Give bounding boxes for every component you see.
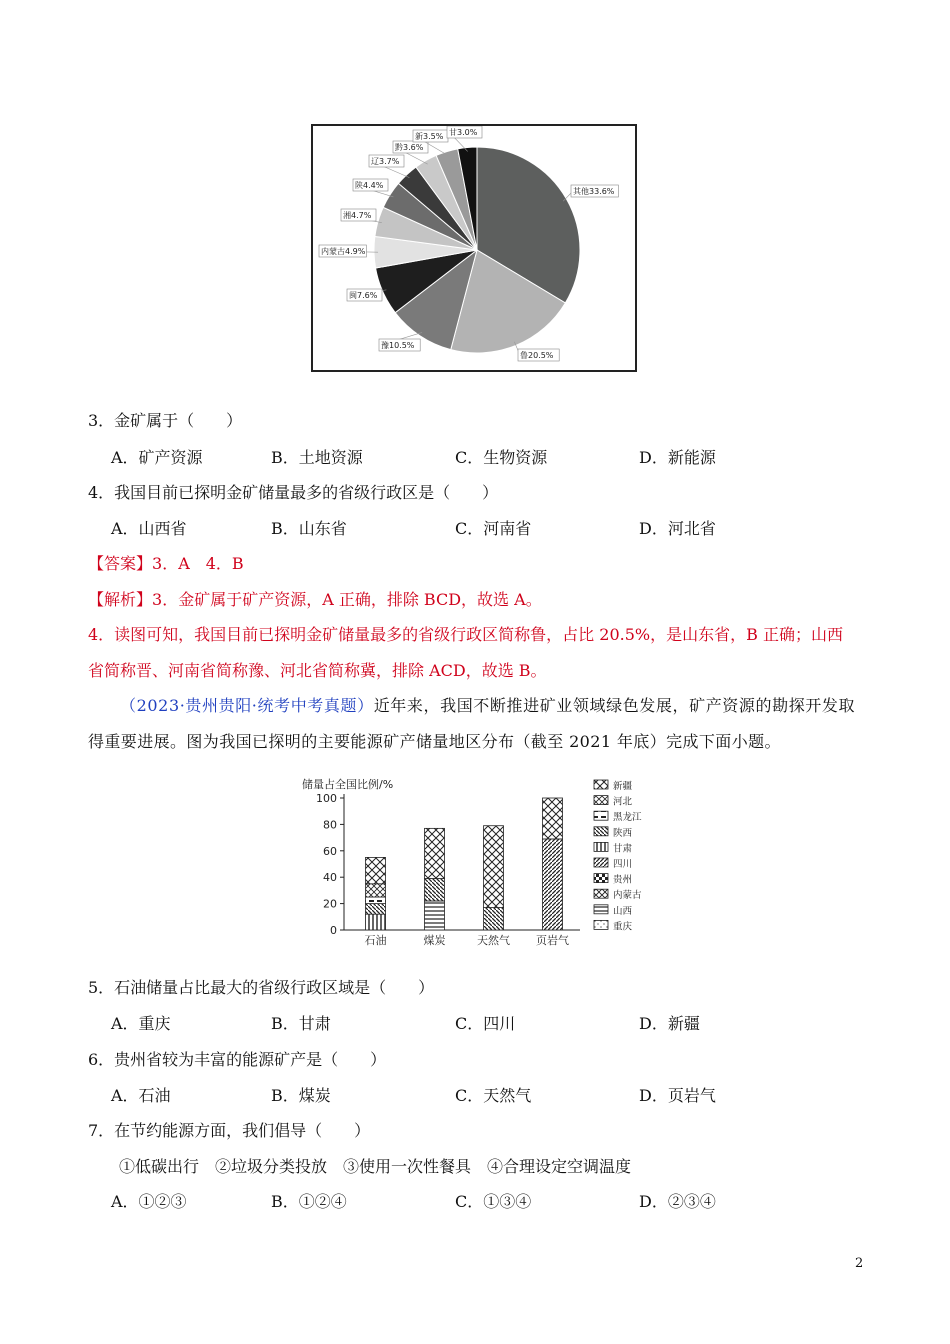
q6-option-a: A．石油 (111, 1086, 171, 1105)
q7-option-c: C．①③④ (455, 1192, 532, 1211)
passage-line-1 (120, 695, 855, 717)
question-5-stem: 5．石油储量占比最大的省级行政区域是（ ） (88, 978, 435, 997)
answer-line (88, 553, 244, 575)
q6-option-c: C．天然气 (455, 1086, 532, 1105)
energy-reserves-bar-chart (296, 778, 666, 950)
q5-option-c: C．四川 (455, 1014, 516, 1033)
legend-swatch (594, 796, 608, 805)
bar-segment (366, 857, 386, 883)
pie-label: 甘3.0% (449, 128, 478, 137)
q4-option-c: C．河南省 (455, 519, 532, 538)
legend-label: 河北 (613, 796, 633, 808)
answer-text: 3．A 4．B (152, 554, 244, 573)
q7-items: ①低碳出行 ②垃圾分类投放 ③使用一次性餐具 ④合理设定空调温度 (119, 1157, 632, 1176)
bar-segment (366, 904, 386, 915)
q4-option-d: D．河北省 (639, 519, 716, 538)
x-tick-label: 石油 (364, 934, 387, 947)
answer-tag: 【答案】 (88, 554, 153, 573)
q5-option-a: A．重庆 (111, 1014, 171, 1033)
x-tick-label: 页岩气 (536, 934, 569, 947)
y-tick-label: 80 (323, 818, 337, 832)
q7-option-b: B．①②④ (271, 1192, 347, 1211)
analysis-line-2: 4．读图可知，我国目前已探明金矿储量最多的省级行政区简称鲁，占比 20.5%，是山东省，B 正确；山西 (88, 625, 843, 644)
legend-swatch (594, 842, 608, 851)
legend-swatch (594, 905, 608, 914)
analysis-tag: 【解析】 (88, 590, 153, 609)
bar-segment (425, 828, 445, 878)
legend-swatch (594, 780, 608, 789)
bar-segment (543, 839, 563, 930)
question-6-stem: 6．贵州省较为丰富的能源矿产是（ ） (88, 1050, 387, 1069)
legend-label: 甘肃 (613, 843, 633, 855)
bar-segment (366, 897, 386, 904)
legend-label: 陕西 (613, 827, 633, 839)
q3-option-d: D．新能源 (639, 448, 716, 467)
bar-segment (484, 908, 504, 930)
passage-line-2: 得重要进展。图为我国已探明的主要能源矿产储量地区分布（截至 2021 年底）完成下面小题。 (88, 732, 781, 751)
legend-label: 四川 (613, 859, 633, 870)
q7-option-d: D．②③④ (639, 1192, 716, 1211)
q6-option-d: D．页岩气 (639, 1086, 716, 1105)
legend-swatch (594, 827, 608, 836)
pie-label: 湘4.7% (343, 211, 372, 220)
legend-label: 内蒙古 (613, 890, 642, 902)
y-tick-label: 100 (316, 792, 337, 805)
legend-swatch (594, 874, 608, 883)
q3-option-c: C．生物资源 (455, 448, 548, 467)
legend-label: 新疆 (613, 781, 633, 792)
pie-label: 黔3.6% (395, 143, 424, 152)
gold-reserves-pie-chart (311, 124, 637, 372)
legend-label: 黑龙江 (613, 812, 642, 824)
y-axis-title: 储量占全国比例/% (302, 778, 394, 791)
bar-segment (543, 798, 563, 839)
y-tick-label: 0 (330, 924, 337, 937)
q3-option-a: A．矿产资源 (111, 448, 203, 467)
q5-option-d: D．新疆 (639, 1014, 700, 1033)
q4-option-b: B．山东省 (271, 519, 347, 538)
question-4-stem: 4．我国目前已探明金矿储量最多的省级行政区是（ ） (88, 483, 499, 502)
bar-segment (425, 901, 445, 930)
q3-option-b: B．土地资源 (271, 448, 363, 467)
x-tick-label: 天然气 (477, 934, 510, 947)
q4-option-a: A．山西省 (111, 519, 187, 538)
pie-label: 鲁20.5% (520, 351, 554, 360)
y-tick-label: 60 (323, 844, 337, 858)
x-tick-label: 煤炭 (423, 934, 446, 947)
y-tick-label: 40 (323, 871, 337, 885)
page-number: 2 (855, 1256, 864, 1271)
bar-segment (366, 914, 386, 930)
pie-label: 豫10.5% (381, 341, 415, 350)
pie-label: 闽7.6% (349, 291, 378, 300)
q6-option-b: B．煤炭 (271, 1086, 331, 1105)
legend-label: 重庆 (613, 921, 633, 933)
q5-option-b: B．甘肃 (271, 1014, 331, 1033)
legend-swatch (594, 889, 608, 898)
bar-segment (484, 826, 504, 908)
pie-label: 新3.5% (415, 132, 444, 141)
analysis-text-1: 3．金矿属于矿产资源，A 正确，排除 BCD，故选 A。 (152, 590, 542, 609)
analysis-line-1 (88, 589, 542, 611)
passage-source: （2023·贵州贵阳·统考中考真题） (120, 696, 374, 715)
bar-segment (425, 879, 445, 901)
passage-text-1: 近年来，我国不断推进矿业领域绿色发展，矿产资源的勘探开发取 (373, 696, 856, 715)
pie-label: 内蒙古4.9% (321, 247, 366, 256)
legend-swatch (594, 920, 608, 929)
analysis-line-3: 省简称晋、河南省简称豫、河北省简称冀，排除 ACD，故选 B。 (88, 661, 547, 680)
q7-option-a: A．①②③ (111, 1192, 187, 1211)
pie-label: 辽3.7% (371, 157, 400, 166)
question-3-stem: 3．金矿属于（ ） (88, 411, 243, 430)
legend-label: 贵州 (613, 874, 633, 886)
legend-swatch (594, 811, 608, 820)
question-7-stem: 7．在节约能源方面，我们倡导（ ） (88, 1121, 371, 1140)
pie-label: 陕4.4% (355, 181, 384, 190)
pie-label: 其他33.6% (573, 187, 615, 196)
legend-swatch (594, 858, 608, 867)
bar-segment (366, 884, 386, 897)
y-tick-label: 20 (323, 897, 337, 911)
legend-label: 山西 (613, 905, 633, 917)
bar-chart-svg (296, 778, 666, 950)
pie-chart-svg (313, 126, 635, 370)
